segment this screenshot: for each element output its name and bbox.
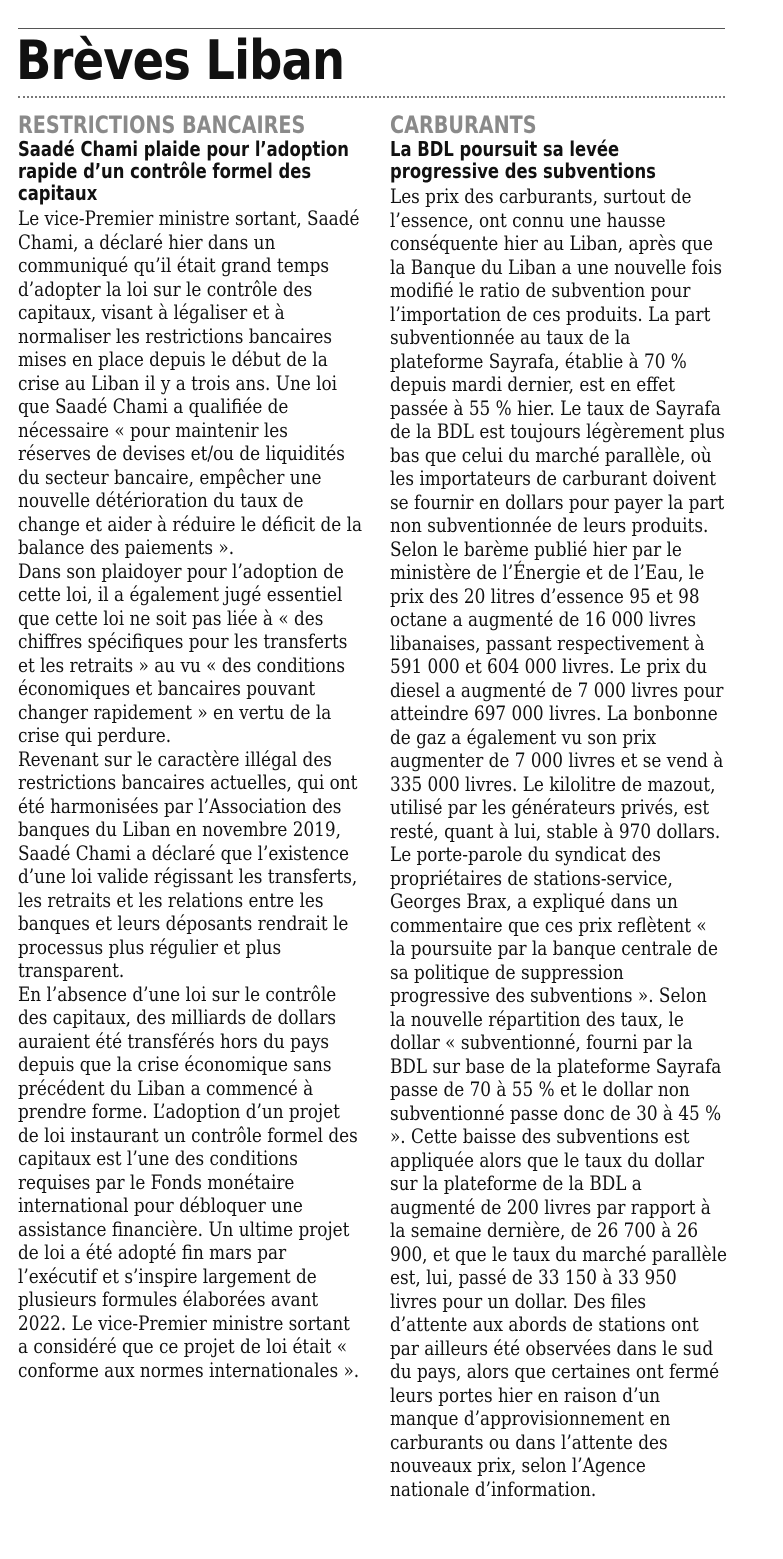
article-body xyxy=(390,185,727,1501)
page-title: Brèves Liban xyxy=(16,29,345,92)
article-kicker: RESTRICTIONS BANCAIRES xyxy=(18,111,306,139)
article-headline: Saadé Chami plaide pour l’adoption rapide d’un contrôle formel des capitaux xyxy=(18,137,349,205)
article-paragraph: Selon le barème publié hier par le ministère de l’Énergie et de l’Eau, le prix des 20 litres d’essence 95 et 98 octane a augmenté de 16 000 livres libanaises, passant respectivement à 591 000 et 604 000 livres. Le prix du diesel a augmenté de 7 000 livres pour atteindre 697 000 livres. La bonbonne de gaz a également vu son prix augmenter de 7 000 livres et se vend à 335 000 livres. Le kilolitre de mazout, utilisé par les générateurs privés, est resté, quant à lui, stable à 970 dollars. Le porte-parole du syndicat des propriétaires de stations-service, Georges Brax, a expliqué dans un commentaire que ces prix reflètent « la poursuite par la banque centrale de sa politique de suppression progressive des subventions ». Selon la nouvelle répartition des taux, le dollar « subventionné, fourni par la BDL sur base de la plateforme Sayrafa passe de 70 à 55 % et le dollar non subventionné passe donc de 30 à 45 % ». Cette baisse des subventions est appliquée alors que le taux du dollar sur la plateforme de la BDL a augmenté de 200 livres par rapport à la semaine dernière, de 26 700 à 26 900, et que le taux du marché parallèle est, lui, passé de 33 150 à 33 950 livres pour un dollar. Des files d’attente aux abords de stations ont par ailleurs été observées dans le sud du pays, alors que certaines ont fermé leurs portes hier en raison d’un manque d’approvisionnement en carburants ou dans l’attente des nouveaux prix, selon l’Agence nationale d’information. xyxy=(390,537,727,1501)
article-carburants xyxy=(390,113,728,1501)
article-restrictions-bancaires xyxy=(18,113,364,1382)
article-headline: La BDL poursuit sa levée progressive des subventions xyxy=(390,137,656,183)
article-kicker: CARBURANTS xyxy=(390,111,537,139)
article-paragraph: Revenant sur le caractère illégal des restrictions bancaires actuelles, qui ont été harmonisées par l’Association des banques du Liban en novembre 2019, Saadé Chami a déclaré que l’existence d’une loi valide régissant les transferts, les retraits et les relations entre les banques et leurs déposants rendrait le processus plus régulier et plus transparent. xyxy=(18,747,358,982)
dotted-separator xyxy=(18,96,725,98)
article-paragraph: Dans son plaidoyer pour l’adoption de cette loi, il a également jugé essentiel que cette loi ne soit pas liée à « des chiffres spécifiques pour les transferts et les retraits » au vu « des conditions économiques et bancaires pouvant changer rapidement » en vertu de la crise qui perdure. xyxy=(18,559,348,747)
article-paragraph: En l’absence d’une loi sur le contrôle des capitaux, des milliards de dollars auraient été transférés hors du pays depuis que la crise économique sans précédent du Liban a commencé à prendre forme. L’adoption d’un projet de loi instaurant un contrôle formel des capitaux est l’une des conditions requises par le Fonds monétaire international pour débloquer une assistance financière. Un ultime projet de loi a été adopté fin mars par l’exécutif et s’inspire largement de plusieurs formules élaborées avant 2022. Le vice-Premier ministre sortant a considéré que ce projet de loi était « conforme aux normes internationales ». xyxy=(18,982,360,1382)
article-paragraph: Les prix des carburants, surtout de l’essence, ont connu une hausse conséquente hier au Liban, après que la Banque du Liban a une nouvelle fois modifié le ratio de subvention pour l’importation de ces produits. La part subventionnée au taux de la plateforme Sayrafa, établie à 70 % depuis mardi dernier, est en effet passée à 55 % hier. Le taux de Sayrafa de la BDL est toujours légèrement plus bas que celui du marché parallèle, où les importateurs de carburant doivent se fournir en dollars pour payer la part non subventionnée de leurs produits. xyxy=(390,185,725,537)
article-body xyxy=(18,207,363,1382)
article-paragraph: Le vice-Premier ministre sortant, Saadé Chami, a déclaré hier dans un communiqué qu’il était grand temps d’adopter la loi sur le contrôle des capitaux, visant à légaliser et à normaliser les restrictions bancaires mises en place depuis le début de la crise au Liban il y a trois ans. Une loi que Saadé Chami a qualifiée de nécessaire « pour maintenir les réserves de devises et/ou de liquidités du secteur bancaire, empêcher une nouvelle détérioration du taux de change et aider à réduire le déficit de la balance des paiements ». xyxy=(18,207,363,559)
